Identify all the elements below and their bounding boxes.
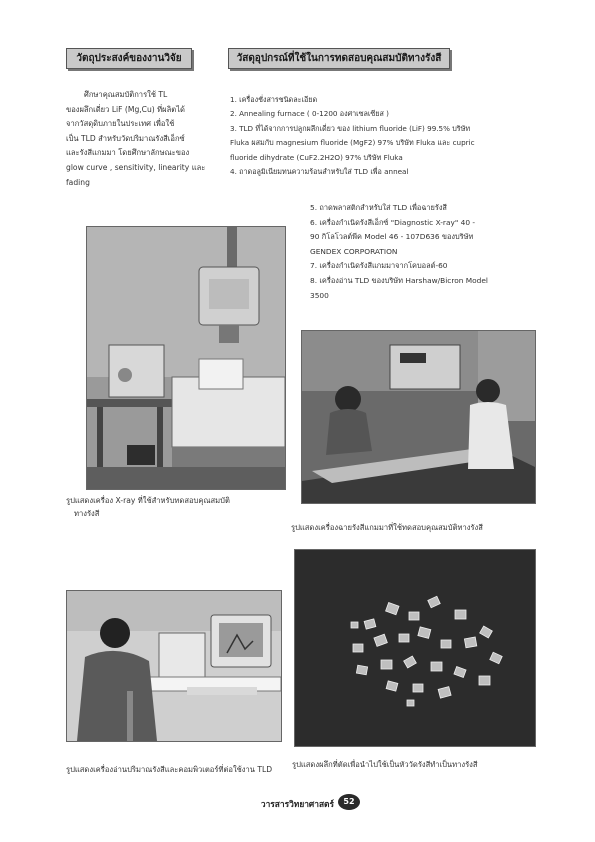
tld-reader-computer-photo xyxy=(66,590,282,742)
list-item: 90 กิโลโวลต์พีค Model 46 - 107D636 ของบริษัท xyxy=(310,232,474,242)
intro-line: จากวัสดุดิบภายในประเทศ เพื่อใช้ xyxy=(66,119,175,129)
intro-paragraph xyxy=(66,88,224,190)
xray-machine-photo xyxy=(86,226,286,490)
section-header-materials: วัสดุอุปกรณ์ที่ใช้ในการทดสอบคุณสมบัติทางรังสี xyxy=(228,48,450,69)
list-item: 3. TLD ที่ได้จากการปลูกผลึกเดี่ยว ของ lithium fluoride (LiF) 99.5% บริษัท xyxy=(230,123,471,133)
list-item: 4. ถาดอลูมิเนียมทนความร้อนสำหรับใส่ TLD เพื่อ anneal xyxy=(230,167,409,177)
intro-line: ศึกษาคุณสมบัติการใช้ TL xyxy=(84,90,168,99)
caption-line: รูปแสดงเครื่อง X-ray ที่ใช้สำหรับทดสอบคุณสมบัติ xyxy=(66,496,230,505)
tld-chips-photo-caption: รูปแสดงผลึกที่ตัดเพื่อนำไปใช้เป็นหัววัดรังสีทำเป็นทางรังสี xyxy=(292,760,478,769)
intro-line: glow curve , sensitivity, linearity และ xyxy=(66,162,206,172)
intro-line: ของผลึกเดี่ยว LiF (Mg,Cu) ที่ผลิตได้ xyxy=(66,104,185,114)
xray-photo-caption xyxy=(66,494,286,520)
list-item: GENDEX CORPORATION xyxy=(310,246,398,256)
section-header-objectives: วัตถุประสงค์ของงานวิจัย xyxy=(66,48,192,69)
materials-list-part-2 xyxy=(310,201,540,303)
journal-title: วารสารวิทยาศาสตร์ xyxy=(260,799,334,809)
list-item: 6. เครื่องกำเนิดรังสีเอ็กซ์ "Diagnostic X-ray" 40 - xyxy=(310,217,476,227)
page-number-badge: 52 xyxy=(338,794,360,810)
list-item: 1. เครื่องชั่งสารชนิดละเอียด xyxy=(230,95,318,104)
list-item: 5. ถาดพลาสติกสำหรับใส่ TLD เพื่อฉายรังสี xyxy=(310,203,447,212)
xray-machine-illustration xyxy=(87,227,285,489)
tld-reader-illustration xyxy=(67,591,281,741)
intro-line: fading xyxy=(66,177,90,187)
gamma-irradiator-illustration xyxy=(302,331,535,503)
gamma-irradiator-photo xyxy=(301,330,536,504)
tld-chips-photo xyxy=(294,549,536,747)
intro-line: และรังสีแกมมา โดยศึกษาลักษณะของ xyxy=(66,148,190,158)
tld-reader-photo-caption: รูปแสดงเครื่องอ่านปริมาณรังสีและคอมพิวเตอร์ที่ต่อใช้งาน TLD xyxy=(66,765,273,774)
list-item: 7. เครื่องกำเนิดรังสีแกมมาจากโคบอลต์-60 xyxy=(310,261,448,271)
gamma-photo-caption: รูปแสดงเครื่องฉายรังสีแกมมาที่ใช้ทดสอบคุณสมบัติทางรังสี xyxy=(291,523,483,532)
intro-line: เป็น TLD สำหรับวัดปริมาณรังสีเอ็กซ์ xyxy=(66,133,185,143)
list-item: Fluka ผสมกับ magnesium fluoride (MgF2) 97% บริษัท Fluka และ cupric xyxy=(230,138,475,148)
caption-line: ทางรังสี xyxy=(74,509,100,518)
list-item: fluoride dihydrate (CuF2.2H2O) 97% บริษัท Fluka xyxy=(230,152,403,162)
list-item: 2. Annealing furnace ( 0-1200 องศาเซลเซียส ) xyxy=(230,109,389,119)
list-item: 3500 xyxy=(310,290,329,300)
list-item: 8. เครื่องอ่าน TLD ของบริษัท Harshaw/Bicron Model xyxy=(310,275,488,285)
materials-list-part-1 xyxy=(230,93,540,179)
tld-chips-illustration xyxy=(295,550,535,746)
